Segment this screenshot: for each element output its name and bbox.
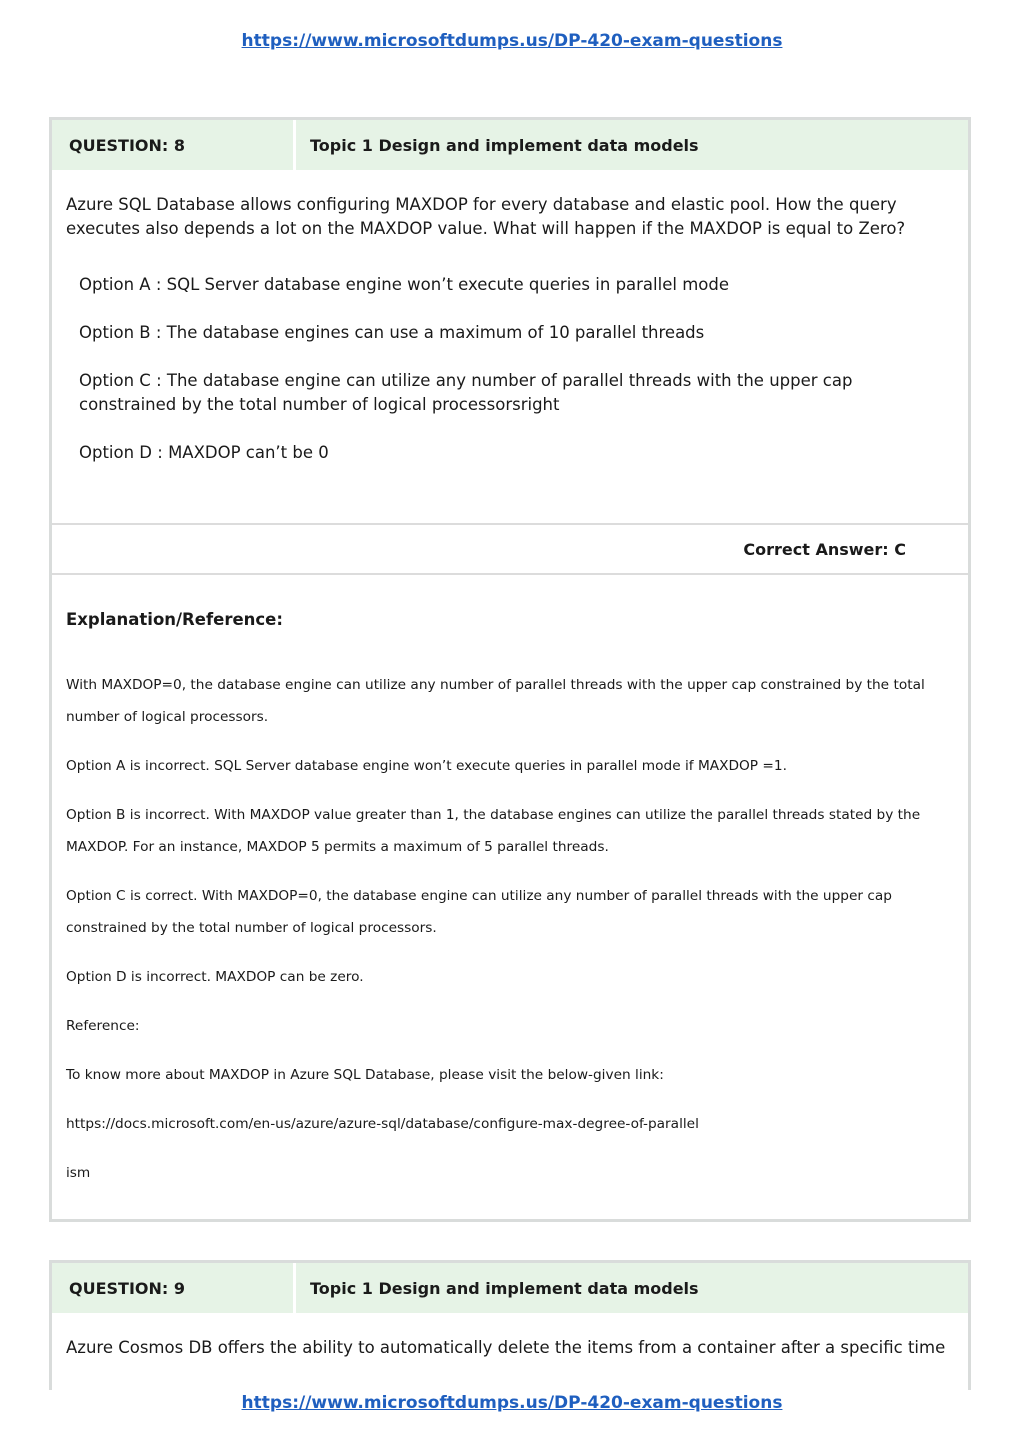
question-topic: Topic 1 Design and implement data models (310, 1278, 699, 1298)
reference-url-continued: ism (66, 1165, 91, 1181)
explanation-section (66, 610, 948, 1206)
question-text: Azure SQL Database allows configuring MAXDOP for every database and elastic pool. How the query executes also depends a lot on the MAXDOP value. What will happen if the MAXDOP is equal to Zero? (66, 195, 906, 238)
options-list (52, 241, 968, 465)
answer-row (52, 523, 968, 575)
correct-answer: Correct Answer: C (743, 540, 906, 559)
explanation-paragraph: Option A is incorrect. SQL Server database engine won’t execute queries in parallel mode if MAXDOP =1. (66, 758, 787, 774)
explanation-paragraph: Option B is incorrect. With MAXDOP value greater than 1, the database engines can utilize the parallel threads stated by the MAXDOP. For an instance, MAXDOP 5 permits a maximum of 5 parallel threads. (66, 807, 921, 855)
option-d: Option D : MAXDOP can’t be 0 (79, 443, 329, 462)
reference-label: Reference: (66, 1018, 140, 1034)
question-number: QUESTION: 8 (52, 120, 296, 170)
question-card-8 (49, 117, 971, 1222)
explanation-paragraph: Option D is incorrect. MAXDOP can be zero. (66, 969, 364, 985)
option-c: Option C : The database engine can utilize any number of parallel threads with the upper cap constrained by the total number of logical processorsright (79, 371, 853, 414)
question-topic: Topic 1 Design and implement data models (310, 135, 699, 155)
option-a: Option A : SQL Server database engine won’t execute queries in parallel mode (79, 275, 729, 294)
reference-intro: To know more about MAXDOP in Azure SQL Database, please visit the below-given link: (66, 1067, 664, 1083)
question-header (52, 120, 968, 170)
explanation-title: Explanation/Reference: (66, 610, 283, 629)
footer-link[interactable]: https://www.microsoftdumps.us/DP-420-exam-questions (241, 1393, 783, 1413)
question-card-9 (49, 1260, 971, 1390)
option-b: Option B : The database engines can use a maximum of 10 parallel threads (79, 323, 705, 342)
explanation-paragraph: With MAXDOP=0, the database engine can utilize any number of parallel threads with the upper cap constrained by the total number of logical processors. (66, 677, 925, 725)
header-link[interactable]: https://www.microsoftdumps.us/DP-420-exam-questions (241, 31, 783, 51)
question-header (52, 1263, 968, 1313)
question-text: Azure Cosmos DB offers the ability to automatically delete the items from a container after a specific time (66, 1338, 946, 1357)
reference-url[interactable]: https://docs.microsoft.com/en-us/azure/azure-sql/database/configure-max-degree-of-parallel (66, 1116, 699, 1132)
explanation-paragraph: Option C is correct. With MAXDOP=0, the database engine can utilize any number of parallel threads with the upper cap constrained by the total number of logical processors. (66, 888, 892, 936)
question-number: QUESTION: 9 (52, 1263, 296, 1313)
